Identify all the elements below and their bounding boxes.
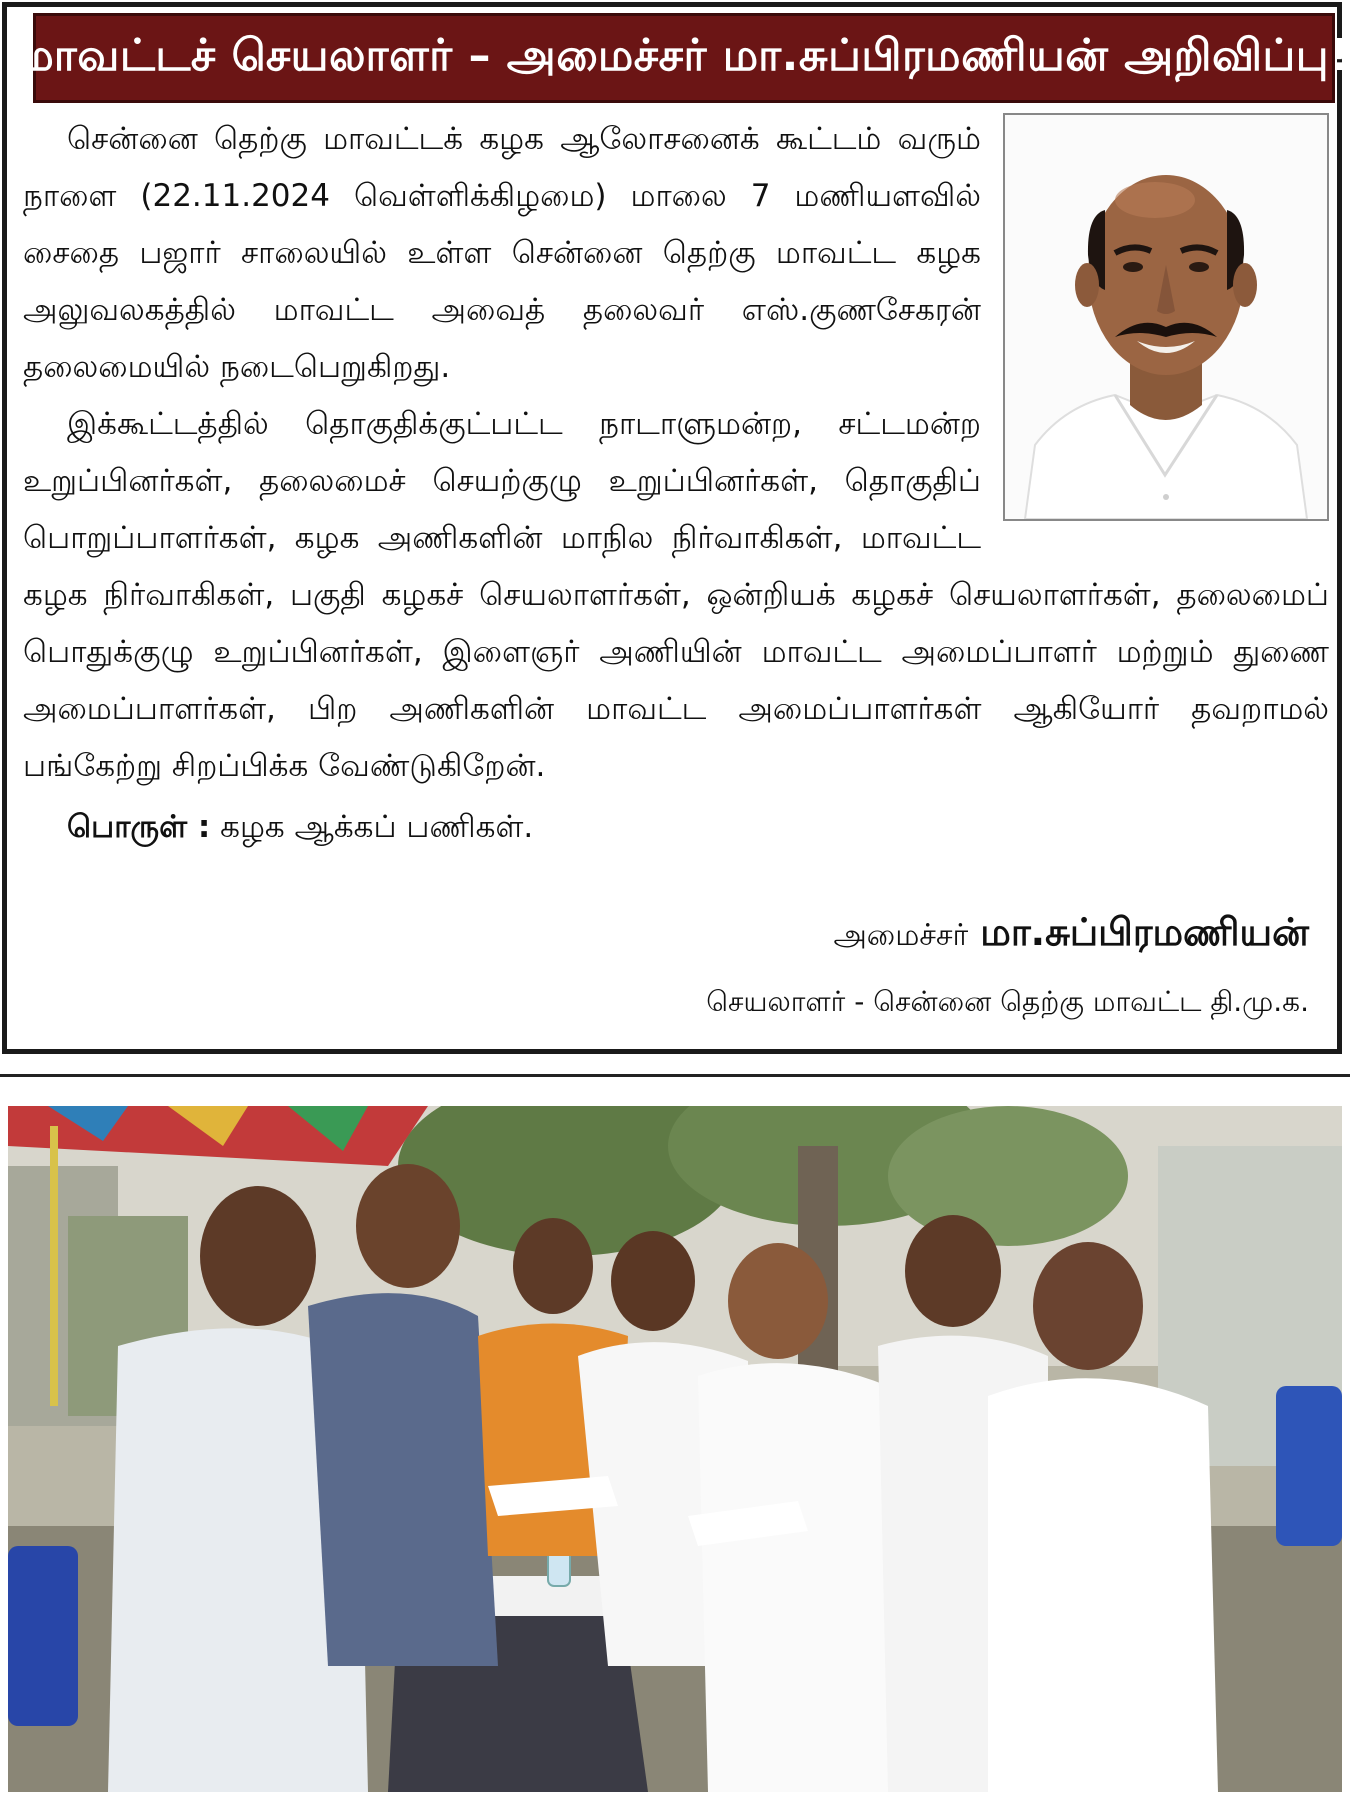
paragraph-attendees: இக்கூட்டத்தில் தொகுதிக்குட்பட்ட நாடாளுமன்ற, சட்டமன்ற உறுப்பினர்கள், தலைமைச் செயற்குழு உறுப்பினர்கள், தொகுதிப் பொறுப்பாளர்கள், கழக அணிகளின் மாநில நிர்வாகிகள், மாவட்ட கழக நிர்வாகிகள், பகுதி கழகச் செயலாளர்கள், ஒன்றியக் கழகச் செயலாளர்கள், தலைமைப் பொதுக்குழு உறுப்பினர்கள், இளைஞர் அணியின் மாவட்ட அமைப்பாளர் மற்றும் துணை அமைப்பாளர்கள், பிற அணிகளின் மாவட்ட அமைப்பாளர்கள் ஆகியோர் தவறாமல் பங்கேற்று சிறப்பிக்க வேண்டுகிறேன். — [23, 406, 1329, 784]
headline-text: மாவட்டச் செயலாளர் – அமைச்சர் மா.சுப்பிரமணியன் அறிவிப்பு! — [18, 29, 1350, 81]
signature-block — [706, 905, 1309, 1027]
paragraph-meeting-details: சென்னை தெற்கு மாவட்டக் கழக ஆலோசனைக் கூட்டம் வரும் நாளை (22.11.2024 வெள்ளிக்கிழமை) மாலை 7 மணியளவில் சைதை பஜார் சாலையில் உள்ள சென்னை தெற்கு மாவட்ட கழக அலுவலகத்தில் மாவட்ட அவைத் தலைவர் எஸ்.குணசேகரன் தலைமையில் நடைபெறுகிறது. — [23, 121, 981, 385]
subject-label: பொருள் : — [67, 809, 211, 845]
subject-text: கழக ஆக்கப் பணிகள். — [220, 809, 534, 845]
notice-body — [23, 111, 1329, 853]
event-photo — [8, 1106, 1342, 1792]
signature-name: மா.சுப்பிரமணியன் — [980, 910, 1309, 954]
signature-designation: செயலாளர் - சென்னை தெற்கு மாவட்ட தி.மு.க. — [706, 985, 1309, 1018]
portrait-illustration — [1005, 115, 1327, 519]
signature-name-line — [706, 905, 1309, 963]
subject-line — [67, 801, 1329, 853]
portrait-photo — [1003, 113, 1329, 521]
section-divider — [0, 1074, 1350, 1077]
event-photo-illustration — [8, 1106, 1342, 1792]
notice-box — [2, 2, 1350, 1054]
signature-title: அமைச்சர் — [833, 918, 969, 953]
headline-banner — [18, 13, 1350, 103]
